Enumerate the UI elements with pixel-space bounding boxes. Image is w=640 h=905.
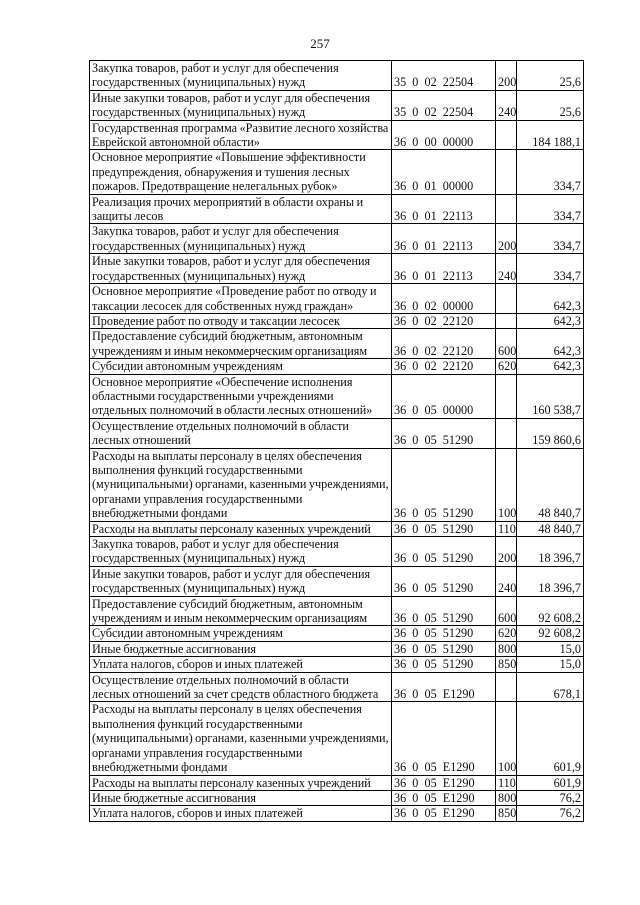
row-expense-type: 200 [496, 224, 517, 254]
row-code: 36 0 05 51290 [392, 657, 496, 672]
row-amount: 678,1 [517, 672, 584, 702]
row-expense-type [496, 120, 517, 150]
row-amount: 15,0 [517, 657, 584, 672]
row-expense-type [496, 150, 517, 194]
table-row [90, 329, 584, 359]
row-code: 36 0 05 51290 [392, 521, 496, 536]
row-name: Иные бюджетные ассигнования [90, 641, 392, 656]
row-amount: 76,2 [517, 790, 584, 805]
row-name: Основное мероприятие «Повышение эффективности предупреждения, обнаружения и тушения лесных пожаров. Предотвращение нелегальных рубок» [90, 150, 392, 194]
row-name: Закупка товаров, работ и услуг для обеспечения государственных (муниципальных) нужд [90, 537, 392, 567]
row-amount: 18 396,7 [517, 537, 584, 567]
row-amount: 25,6 [517, 90, 584, 120]
table-row [90, 566, 584, 596]
row-code: 36 0 05 Е1290 [392, 672, 496, 702]
row-name: Иные закупки товаров, работ и услуг для обеспечения государственных (муниципальных) нужд [90, 254, 392, 284]
row-name: Субсидии автономным учреждениям [90, 626, 392, 641]
table-row [90, 657, 584, 672]
row-code: 36 0 05 Е1290 [392, 702, 496, 775]
row-name: Основное мероприятие «Проведение работ по отводу и таксации лесосек для собственных нужд граждан» [90, 284, 392, 314]
row-code: 36 0 05 00000 [392, 374, 496, 418]
table-row [90, 284, 584, 314]
row-expense-type: 200 [496, 537, 517, 567]
row-name: Расходы на выплаты персоналу в целях обеспечения выполнения функций государственными (муниципальными) органами, казенными учреждениями, органами управления государственными внебюджетными фондами [90, 448, 392, 521]
row-amount: 15,0 [517, 641, 584, 656]
row-expense-type: 110 [496, 521, 517, 536]
row-name: Расходы на выплаты персоналу казенных учреждений [90, 775, 392, 790]
row-code: 36 0 05 51290 [392, 448, 496, 521]
table-row [90, 90, 584, 120]
row-code: 36 0 02 00000 [392, 284, 496, 314]
row-name: Закупка товаров, работ и услуг для обеспечения государственных (муниципальных) нужд [90, 61, 392, 91]
row-amount: 642,3 [517, 359, 584, 374]
table-row [90, 596, 584, 626]
row-expense-type: 240 [496, 566, 517, 596]
row-expense-type [496, 672, 517, 702]
row-name: Закупка товаров, работ и услуг для обеспечения государственных (муниципальных) нужд [90, 224, 392, 254]
table-row [90, 790, 584, 805]
row-expense-type [496, 418, 517, 448]
row-code: 36 0 05 51290 [392, 641, 496, 656]
table-row [90, 150, 584, 194]
row-expense-type: 200 [496, 61, 517, 91]
row-name: Уплата налогов, сборов и иных платежей [90, 657, 392, 672]
row-code: 36 0 01 22113 [392, 194, 496, 224]
row-code: 36 0 05 51290 [392, 596, 496, 626]
row-code: 36 0 05 Е1290 [392, 775, 496, 790]
row-code: 36 0 02 22120 [392, 329, 496, 359]
row-expense-type: 850 [496, 657, 517, 672]
row-name: Предоставление субсидий бюджетным, автономным учреждениям и иным некоммерческим организациям [90, 329, 392, 359]
row-expense-type: 100 [496, 702, 517, 775]
table-row [90, 626, 584, 641]
row-code: 36 0 05 Е1290 [392, 806, 496, 821]
row-name: Расходы на выплаты персоналу в целях обеспечения выполнения функций государственными (муниципальными) органами, казенными учреждениями, органами управления государственными внебюджетными фондами [90, 702, 392, 775]
budget-table [89, 60, 584, 822]
row-name: Предоставление субсидий бюджетным, автономным учреждениям и иным некоммерческим организациям [90, 596, 392, 626]
page-number: 257 [310, 36, 330, 51]
row-amount: 334,7 [517, 150, 584, 194]
row-amount: 92 608,2 [517, 626, 584, 641]
table-row [90, 806, 584, 821]
table-row [90, 359, 584, 374]
table-row [90, 521, 584, 536]
row-amount: 334,7 [517, 254, 584, 284]
row-amount: 334,7 [517, 194, 584, 224]
row-expense-type [496, 194, 517, 224]
budget-table-body [90, 61, 584, 822]
row-amount: 25,6 [517, 61, 584, 91]
row-code: 36 0 01 22113 [392, 254, 496, 284]
row-name: Иные закупки товаров, работ и услуг для обеспечения государственных (муниципальных) нужд [90, 90, 392, 120]
row-expense-type: 600 [496, 596, 517, 626]
table-row [90, 254, 584, 284]
row-amount: 601,9 [517, 702, 584, 775]
row-amount: 76,2 [517, 806, 584, 821]
table-row [90, 418, 584, 448]
row-amount: 18 396,7 [517, 566, 584, 596]
table-row [90, 61, 584, 91]
row-expense-type: 100 [496, 448, 517, 521]
row-code: 36 0 02 22120 [392, 359, 496, 374]
row-amount: 48 840,7 [517, 521, 584, 536]
table-row [90, 537, 584, 567]
table-row [90, 775, 584, 790]
row-code: 36 0 01 00000 [392, 150, 496, 194]
row-amount: 160 538,7 [517, 374, 584, 418]
table-row [90, 672, 584, 702]
row-name: Осуществление отдельных полномочий в области лесных отношений [90, 418, 392, 448]
row-expense-type: 110 [496, 775, 517, 790]
row-amount: 48 840,7 [517, 448, 584, 521]
row-code: 36 0 05 51290 [392, 626, 496, 641]
table-row [90, 374, 584, 418]
row-expense-type: 800 [496, 790, 517, 805]
row-code: 36 0 01 22113 [392, 224, 496, 254]
row-amount: 642,3 [517, 284, 584, 314]
row-code: 36 0 02 22120 [392, 313, 496, 328]
row-code: 36 0 00 00000 [392, 120, 496, 150]
row-amount: 601,9 [517, 775, 584, 790]
row-amount: 159 860,6 [517, 418, 584, 448]
row-name: Реализация прочих мероприятий в области охраны и защиты лесов [90, 194, 392, 224]
row-expense-type: 240 [496, 254, 517, 284]
row-amount: 334,7 [517, 224, 584, 254]
row-expense-type [496, 374, 517, 418]
row-code: 36 0 05 Е1290 [392, 790, 496, 805]
row-expense-type: 600 [496, 329, 517, 359]
row-expense-type: 800 [496, 641, 517, 656]
row-code: 36 0 05 51290 [392, 537, 496, 567]
row-amount: 184 188,1 [517, 120, 584, 150]
row-expense-type: 240 [496, 90, 517, 120]
table-row [90, 641, 584, 656]
row-amount: 642,3 [517, 313, 584, 328]
table-row [90, 313, 584, 328]
row-expense-type: 620 [496, 359, 517, 374]
table-row [90, 702, 584, 775]
row-name: Государственная программа «Развитие лесного хозяйства Еврейской автономной области» [90, 120, 392, 150]
row-name: Иные закупки товаров, работ и услуг для обеспечения государственных (муниципальных) нужд [90, 566, 392, 596]
row-code: 35 0 02 22504 [392, 90, 496, 120]
row-expense-type [496, 284, 517, 314]
row-name: Субсидии автономным учреждениям [90, 359, 392, 374]
table-row [90, 194, 584, 224]
row-code: 36 0 05 51290 [392, 566, 496, 596]
row-name: Расходы на выплаты персоналу казенных учреждений [90, 521, 392, 536]
row-amount: 92 608,2 [517, 596, 584, 626]
table-row [90, 224, 584, 254]
row-amount: 642,3 [517, 329, 584, 359]
row-expense-type [496, 313, 517, 328]
row-code: 36 0 05 51290 [392, 418, 496, 448]
table-row [90, 448, 584, 521]
row-expense-type: 850 [496, 806, 517, 821]
row-name: Проведение работ по отводу и таксации лесосек [90, 313, 392, 328]
row-name: Иные бюджетные ассигнования [90, 790, 392, 805]
row-name: Осуществление отдельных полномочий в области лесных отношений за счет средств областного бюджета [90, 672, 392, 702]
table-row [90, 120, 584, 150]
row-code: 35 0 02 22504 [392, 61, 496, 91]
row-name: Основное мероприятие «Обеспечение исполнения областными государственными учреждениями отдельных полномочий в области лесных отношений» [90, 374, 392, 418]
row-expense-type: 620 [496, 626, 517, 641]
row-name: Уплата налогов, сборов и иных платежей [90, 806, 392, 821]
